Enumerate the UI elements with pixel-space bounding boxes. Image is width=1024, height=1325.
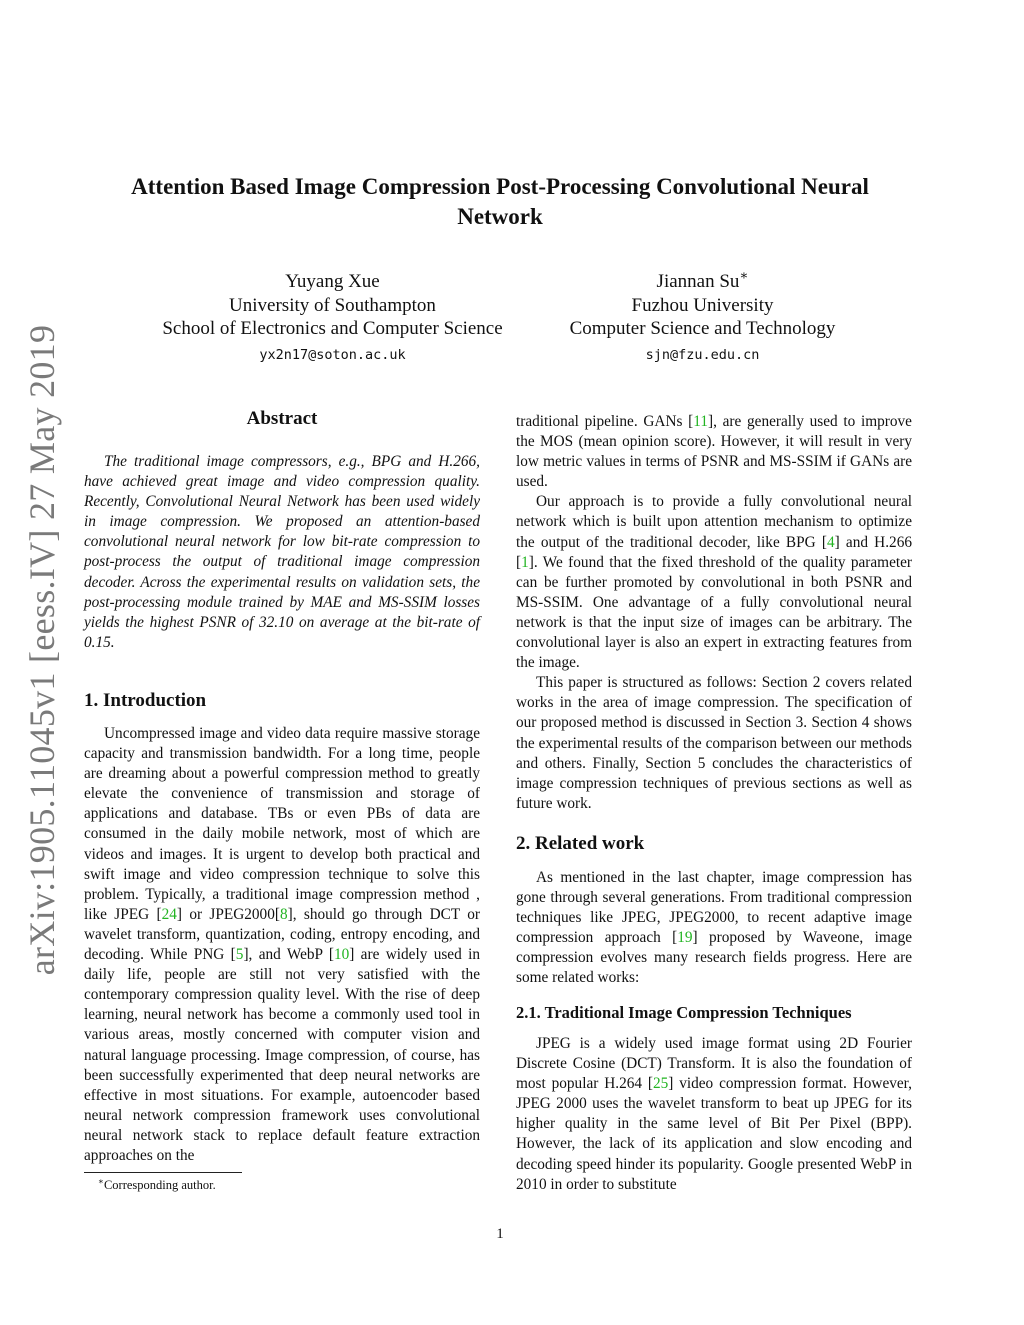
- paragraph: Uncompressed image and video data require massive storage capacity and transmission bandwidth. For a long time, people are dreaming about a powerful compression method to greatly elevate the convenience of transmission and storage of applications and database. TBs or even PBs of data are consumed in the daily mobile network, most of which are videos and images. It is urgent to develop both practical and swift image and video compression technique to solve this problem. Typically, a traditional image compression method , like JPEG [24] or JPEG2000[8], should go through DCT or wavelet transform, quantization, coding, entropy encoding, and decoding. While PNG [5], and WebP [10] are widely used in daily life, people are still not very satisfied with the contemporary compression quality level. With the rise of deep learning, neural network has become a commonly used tool in various areas, mostly concerned with computer vision and natural language processing. Image compression, of course, has been successfully experimented that deep neural networks are effective in most situations. For example, autoencoder based neural network compression framework uses convolutional neural network stack to replace default feature extraction approaches on the: [84, 725, 481, 1164]
- author-name: Yuyang Xue: [285, 271, 380, 292]
- citation-link[interactable]: 4: [826, 533, 835, 551]
- footnote-rule: [84, 1172, 242, 1173]
- related-work-body: [516, 868, 912, 989]
- author-affiliation: Fuzhou University: [631, 294, 774, 316]
- abstract-heading: Abstract: [246, 408, 318, 429]
- introduction-body: [84, 724, 480, 1166]
- section-heading-related-work: 2. Related work: [516, 833, 645, 854]
- citation-link[interactable]: 19: [677, 929, 693, 947]
- author-block-1: [140, 270, 525, 365]
- author-email[interactable]: sjn@fzu.edu.cn: [645, 346, 760, 363]
- abstract-body: [84, 452, 480, 653]
- paper-title: Attention Based Image Compression Post-Processing Convolutional Neural Network: [131, 174, 869, 229]
- traditional-techniques-body: [516, 1034, 912, 1195]
- abstract-text: The traditional image compressors, e.g., BPG and H.266, have achieved great image and video compression quality. Recently, Convolutional Neural Network has been used widely in image compression. We proposed an attention-based convolutional neural network for low bit-rate compression to post-process the output of traditional image compression decoder. Across the experimental results on validation sets, the post-processing module trained by MAE and MS-SSIM losses yields the highest PSNR of 32.10 on average at the bit-rate of 0.15.: [84, 453, 480, 651]
- author-footnote-mark: ∗: [739, 267, 749, 283]
- author-department: School of Electronics and Computer Science: [162, 318, 503, 339]
- author-name: Jiannan Su∗: [656, 267, 749, 292]
- citation-link[interactable]: 25: [652, 1075, 669, 1093]
- citation-link[interactable]: 24: [161, 905, 177, 923]
- author-block-2: [550, 267, 855, 365]
- citation-link[interactable]: 10: [333, 946, 350, 964]
- page-number: 1: [496, 1226, 504, 1242]
- section-heading-introduction: 1. Introduction: [84, 690, 207, 711]
- citation-link[interactable]: 1: [521, 553, 529, 571]
- citation-link[interactable]: 11: [693, 413, 709, 430]
- subsection-heading-traditional: 2.1. Traditional Image Compression Techniques: [516, 1003, 852, 1022]
- paragraph: This paper is structured as follows: Section 2 covers related works in the area of image compression. The specification of our proposed method is discussed in Section 3. Section 4 shows the experimental results of the comparison between our methods and others. Finally, Section 5 concludes the characteristics of image compression techniques of previous sections as well as future work.: [516, 674, 912, 812]
- right-column-intro: [516, 412, 912, 814]
- paragraph: JPEG is a widely used image format using 2D Fourier Discrete Cosine (DCT) Transform. It is also the foundation of most popular H.264 [25] video compression format. However, JPEG 2000 uses the wavelet transform to beat up JPEG for its higher quality in the same level of Bit Per Pixel (BPP). However, the lack of its application and slow encoding and decoding speed hinder its popularity. Google presented WebP in 2010 in order to substitute: [516, 1035, 912, 1193]
- footnote-mark: ∗: [98, 1175, 104, 1186]
- citation-link[interactable]: 5: [235, 946, 244, 964]
- paragraph: As mentioned in the last chapter, image compression has gone through several generations. From traditional compression techniques like JPEG, JPEG2000, to recent adaptive image compression approach [19] proposed by Waveone, image compression evolves many research fields progress. Here are some related works:: [516, 869, 913, 987]
- citation-link[interactable]: 8: [279, 905, 288, 923]
- author-affiliation: University of Southampton: [229, 294, 436, 316]
- author-email[interactable]: yx2n17@soton.ac.uk: [259, 346, 406, 363]
- paragraph: traditional pipeline. GANs [11], are generally used to improve the MOS (mean opinion score). However, it will result in very low metric values in terms of PSNR and MS-SSIM if GANs are used.: [516, 413, 912, 491]
- footnote: ∗Corresponding author.: [98, 1175, 216, 1192]
- paragraph: Our approach is to provide a fully convolutional neural network which is built upon attention mechanism to optimize the output of the traditional decoder, like BPG [4] and H.266 [1]. We found that the fixed threshold of the quality parameter can be further promoted by convolutional in both PSNR and MS-SSIM. One advantage of a fully convolutional neural network is that the input size of images can be arbitrary. The convolutional layer is also an expert in extracting features from the image.: [516, 493, 912, 672]
- author-department: Computer Science and Technology: [569, 318, 836, 339]
